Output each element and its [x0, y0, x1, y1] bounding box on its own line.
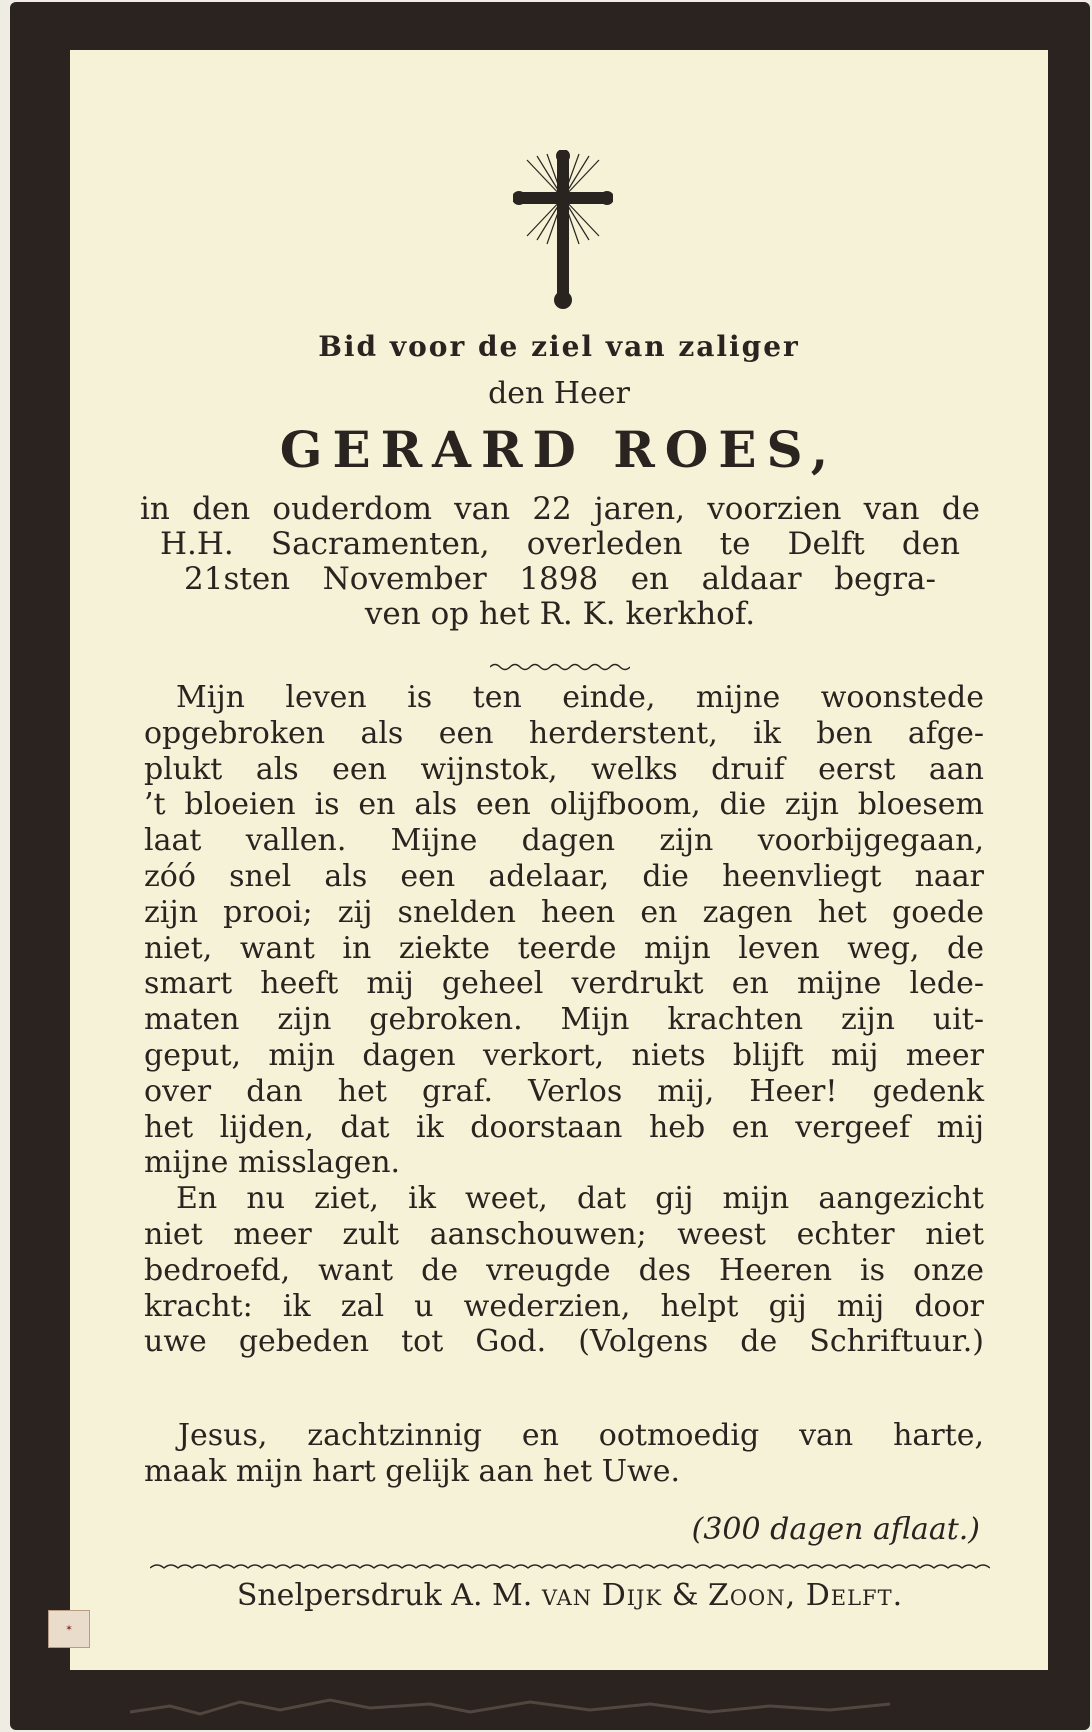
body-line: geput, mijn dagen verkort, niets blijft mij meer: [144, 1037, 984, 1073]
printer-credit: [150, 1578, 990, 1613]
printer-dijk: Dijk: [601, 1578, 663, 1613]
title-line: den Heer: [488, 376, 630, 411]
body-line: opgebroken als een herderstent, ik ben afge-: [144, 715, 984, 751]
mourning-card-border: [10, 2, 1090, 1730]
body-line: zijn prooi; zij snelden heen en zagen het goede: [144, 894, 984, 930]
closing-prayer: [144, 1418, 984, 1490]
collection-stamp-icon: ✶: [48, 1610, 90, 1648]
body-line: smart heeft mij geheel verdrukt en mijne lede-: [144, 966, 984, 1002]
body-line: maten zijn gebroken. Mijn krachten zijn uit-: [144, 1002, 984, 1038]
body-line: mijne misslagen.: [144, 1145, 401, 1181]
intro-line: H.H. Sacramenten, overleden te Delft den: [160, 526, 960, 562]
closing-line: maak mijn hart gelijk aan het Uwe.: [144, 1454, 680, 1489]
wave-divider: [490, 662, 630, 672]
prayer-line: Bid voor de ziel van zaliger: [318, 330, 800, 363]
cross-icon: [513, 150, 613, 310]
deceased-name: GERARD ROES,: [279, 420, 839, 479]
body-line: bedroefd, want de vreugde des Heeren is onze: [144, 1252, 984, 1288]
intro-line: ven op het R. K. kerkhof.: [364, 596, 756, 632]
indulgence-note: (300 dagen aflaat.): [691, 1512, 980, 1547]
body-line: plukt als een wijnstok, welks druif eerst aan: [144, 751, 984, 787]
intro-paragraph: [140, 492, 980, 632]
wave-divider-long: [150, 1562, 990, 1574]
body-line: niet meer zult aanschouwen; weest echter niet: [144, 1216, 984, 1252]
body-line: niet, want in ziekte teerde mijn leven weg, de: [144, 930, 984, 966]
body-line: zóó snel als een adelaar, die heenvliegt naar: [144, 858, 984, 894]
intro-line: in den ouderdom van 22 jaren, voorzien van de: [140, 491, 980, 527]
printer-city: Delft.: [805, 1578, 904, 1613]
body-line: Mijn leven is ten einde, mijne woonstede: [176, 680, 984, 715]
intro-line: 21sten November 1898 en aldaar begra-: [184, 561, 936, 597]
torn-edge: [130, 1692, 890, 1728]
body-line: kracht: ik zal u wederzien, helpt gij mij door: [144, 1288, 984, 1324]
body-line: uwe gebeden tot God. (Volgens de Schriftuur.): [144, 1324, 984, 1360]
body-line: het lijden, dat ik doorstaan heb en vergeef mij: [144, 1109, 984, 1145]
printer-zoon: Zoon,: [707, 1578, 797, 1613]
memorial-card: [70, 50, 1048, 1670]
body-line: over dan het graf. Verlos mij, Heer! gedenk: [144, 1073, 984, 1109]
body-line: En nu ziet, ik weet, dat gij mijn aangezicht: [176, 1181, 984, 1217]
printer-amp: &: [671, 1578, 699, 1613]
closing-line: Jesus, zachtzinnig en ootmoedig van harte,: [178, 1418, 984, 1453]
scripture-paragraph: [144, 680, 984, 1360]
printer-van: van: [541, 1578, 593, 1613]
body-line: ’t bloeien is en als een olijfboom, die zijn bloesem: [144, 787, 984, 823]
body-line: laat vallen. Mijne dagen zijn voorbijgegaan,: [144, 823, 984, 859]
printer-prefix: Snelpersdruk A. M.: [236, 1578, 533, 1613]
